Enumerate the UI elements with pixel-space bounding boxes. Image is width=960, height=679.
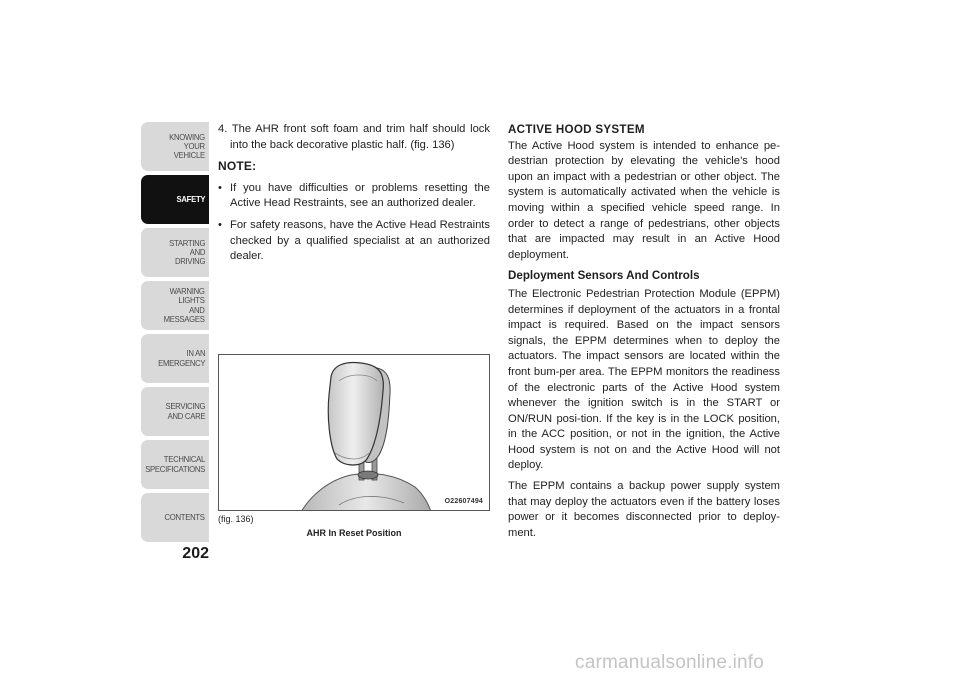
tab-label: SAFETY [176, 193, 205, 204]
intro-paragraph: The Active Hood system is intended to enhance pe-destrian protection by elevating the vehicle’s hood upon an impact with a pedestrian or other object. The system is automatically activated when the vehicle is moving within a specified vehicle speed range. In order to detect a range of pedestrians, other objects that are impacted may result in an Active Hood deployment. [508, 139, 780, 261]
tab-servicing-and-care[interactable] [141, 387, 209, 436]
body-paragraph: The Electronic Pedestrian Protection Module (EPPM) determines if deployment of the actuators in a frontal impact is required. Based on the impact sensors signals, the EPPM determines when to deploy the actuators. The impact sensors are located within the front bum-per area. The EPPM monitors the readiness of the electronic parts of the Active Hood system whenever the ignition switch is in the START or ON/RUN posi-tion. If the key is in the LOCK position, in the ACC position, or not in the ignition, the Active Hood system is not on and the Active Hood will not deploy. [508, 287, 780, 472]
tab-label: STARTING AND DRIVING [168, 237, 205, 267]
step-4: 4. The AHR front soft foam and trim half should lock into the back decorative plastic half. (fig. 136) [218, 123, 490, 151]
tab-label: SERVICING AND CARE [165, 401, 205, 421]
tab-safety[interactable] [141, 175, 209, 224]
subheading: Deployment Sensors And Controls [508, 269, 700, 283]
section-heading: ACTIVE HOOD SYSTEM [508, 123, 645, 136]
tab-warning-lights-and-messages[interactable] [141, 281, 209, 330]
page-number: 202 [182, 545, 209, 562]
left-column [218, 122, 490, 271]
section-tabs [141, 122, 209, 546]
tab-label: TECHNICAL SPECIFICATIONS [145, 454, 205, 474]
watermark: carmanualsonline.info [575, 652, 765, 673]
tab-technical-specifications[interactable] [141, 440, 209, 489]
tab-starting-and-driving[interactable] [141, 228, 209, 277]
tab-label: KNOWING YOUR VEHICLE [169, 131, 205, 161]
right-column [508, 122, 780, 546]
figure-caption: AHR In Reset Position [306, 528, 402, 538]
note-bullet: • If you have difficulties or problems resetting the Active Head Restraints, see an authorized dealer. [218, 181, 490, 212]
note-bullet: • For safety reasons, have the Active Head Restraints checked by a qualified specialist at an authorized dealer. [218, 218, 490, 265]
tab-label: IN AN EMERGENCY [157, 348, 205, 368]
figure-head-restraint [218, 354, 490, 511]
tab-contents[interactable] [141, 493, 209, 542]
figure-reference: (fig. 136) [218, 514, 254, 524]
tab-label: CONTENTS [164, 511, 205, 522]
tab-in-an-emergency[interactable] [141, 334, 209, 383]
tab-knowing-your-vehicle[interactable] [141, 122, 209, 171]
body-paragraph: The EPPM contains a backup power supply system that may deploy the actuators even if the battery loses power or it becomes disconnected prior to deploy-ment. [508, 480, 780, 539]
head-restraint-illustration [219, 355, 490, 511]
figure-code: O22607494 [444, 498, 483, 505]
note-heading: NOTE: [218, 159, 257, 174]
tab-label: WARNING LIGHTS AND MESSAGES [163, 286, 205, 324]
